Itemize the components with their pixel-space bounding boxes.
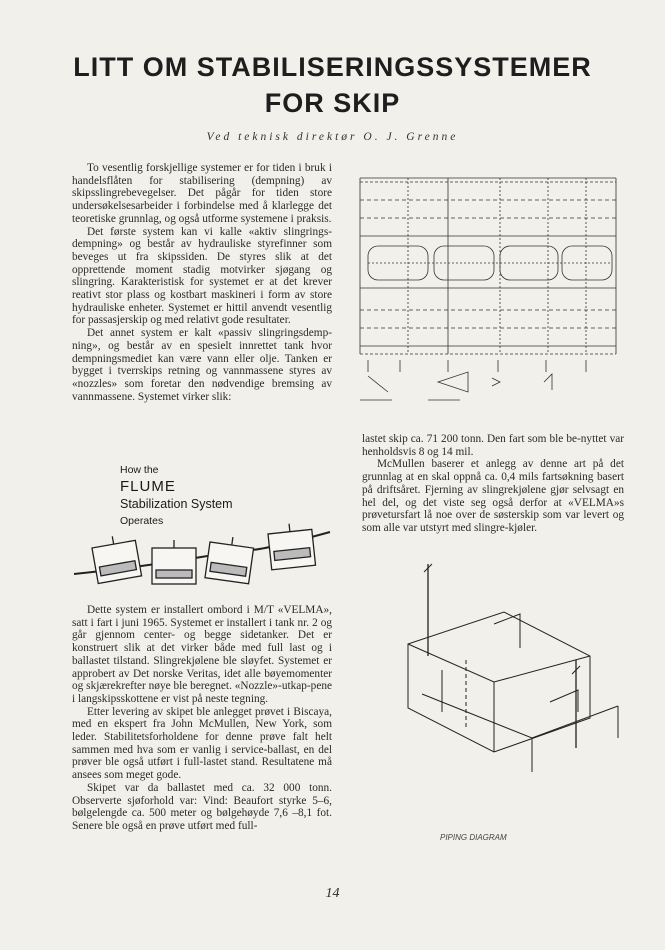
paragraph: lastet skip ca. 71 200 tonn. Den fart som ble be-nyttet var henholdsvis 8 og 14 mil. [362,433,624,458]
flume-title-line4: Operates [120,515,164,527]
flume-ship-sections-drawing [72,462,332,594]
paragraph: Det første system kan vi kalle «aktiv slingrings-dempning» og består av hydrauliske styrefinner som beveges ut fra skipssiden. De styres slik at det opprettende moment stadig motvirker sjøgang og slingring. Karakteristisk for systemet er at det krever reativt stor plass og kostbart maskineri i form av store hydrauliske enheter. Systemet er hittil anvendt vesentlig for passasjerskip og med relativt gode resultater. [72,225,332,327]
paragraph: Det annet system er kalt «passiv slingringsdemp-ning», og består av en spesielt innrettet tank hvor dempningsmediet kan være vann eller olje. Tanken er bygget i tverrskips retning og vannmassene styres av «nozzles» som foretar den nødvendige bremsing av vannmassene. Systemet virker slik: [72,327,332,403]
piping-diagram-drawing [382,562,632,832]
paragraph: McMullen baserer et anlegg av denne art på det grunnlag at en skal oppnå ca. 0,4 mils fartsøkning basert på driftsåret. Fjerning av slingrekjølene gjør selvsagt en hel del, og det viste seg også derfor at «VELMA»s prøvetursfart lå noe over de søsterskip som var levert og som alle var utstyrt med slingre-kjøler. [362,458,624,534]
tank-plan-drawing [348,160,633,422]
column-right [362,433,624,535]
paragraph: Etter levering av skipet ble anlegget prøvet i Biscaya, med en ekspert fra John McMullen, New York, som leder. Stabilitetsforholdene for denne prøve falt helt sammen med hva som er vanlig i service-ballast, en del prøver ble også utført i full-lastet stand. Resultatene må ansees som meget gode. [72,705,332,782]
byline: Ved teknisk direktør O. J. Grenne [206,131,459,143]
piping-diagram-caption: PIPING DIAGRAM [440,833,507,842]
flume-title-line1: How the [120,464,159,476]
flume-title-line2: FLUME [120,478,176,495]
paragraph: Dette system er installert ombord i M/T «VELMA», satt i fart i juni 1965. Systemet er installert i tank nr. 2 og går gjennom center- og begge sidetanker. Det er konstruert slik at det virker både med full last og i ballastet tilstand. Slingrekjølene ble sløyfet. Systemet er approbert av Det norske Veritas, idet alle bøyemomenter og skjærekrefter nøye ble beregnet. «Nozzle»-utkap-pene i langskipsskottene er vist på neste tegning. [72,604,332,705]
paragraph: Skipet var da ballastet med ca. 32 000 tonn. Observerte sjøforhold var: Vind: Beaufort styrke 5–6, bølgelengde ca. 500 meter og bølgehøyde 7,6 –8,1 fot. Senere ble også en prøve utført med full- [72,781,332,832]
column-left-bottom [72,604,332,833]
article-title-line1: LITT OM STABILISERINGSSYSTEMER [73,52,592,82]
page-number: 14 [325,886,340,901]
flume-title-line3: Stabilization System [120,497,233,511]
article-title-line2: FOR SKIP [264,88,401,118]
paragraph: To vesentlig forskjellige systemer er for tiden i bruk i handelsflåten for stabilisering (dempning) av skipsslingrebevegelser. Det pågår for tiden store undersøkelsesarbeider i forbindelse med å klarlegge det teoretiske grunnlag, og også utforme systemene i praksis. [72,162,332,225]
column-left-top [72,162,332,403]
flume-illustration [72,462,332,594]
